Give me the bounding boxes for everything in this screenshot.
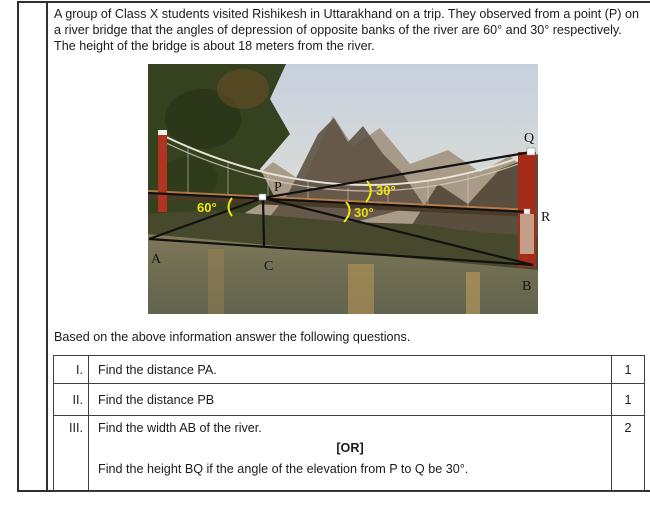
label-a: A [151,252,162,267]
table-row [54,384,644,416]
question-marks: 1 [624,362,632,377]
line-p-c [263,198,264,246]
left-tower [158,134,167,212]
question-text: Find the width AB of the river. [98,421,262,435]
question-number: I. [54,356,89,383]
question-alt-text: Find the height BQ if the angle of the elevation from P to Q be 30°. [98,462,469,476]
table-row [54,356,644,384]
label-q: Q [524,131,535,146]
point-r-marker [524,209,530,214]
questions-table [53,355,645,492]
table-row [54,416,644,491]
water-reflection-3 [208,249,224,314]
question-text: Find the distance PB [89,384,612,415]
question-text-group [89,416,612,491]
label-b: B [522,279,532,294]
left-tower-cap [158,130,167,135]
right-tower-base [520,214,534,254]
question-marks: 2 [624,421,632,435]
point-p-marker [259,194,266,200]
label-c: C [264,259,274,274]
angle-30-upper-label: 30° [376,183,396,198]
intro-paragraph: A group of Class X students visited Rishikesh in Uttarakhand on a trip. They observed from a point (P) on a river bridge that the angles of depression of opposite banks of the river are 60° and 30° respectively. The height of the bridge is about 18 meters from the river. [54,7,639,53]
angle-60-label: 60° [197,200,217,215]
question-number: II. [54,384,89,415]
label-p: P [274,180,282,195]
bridge-photo-figure [148,64,552,314]
based-on-text: Based on the above information answer the following questions. [54,330,411,344]
water-reflection-2 [466,272,480,314]
point-q-marker [527,148,535,155]
or-separator: [OR] [336,441,364,455]
question-marks: 1 [624,392,632,407]
autumn-patch [217,69,269,109]
question-text: Find the distance PA. [89,356,612,383]
question-number-column-divider [46,1,48,492]
bridge-photo-svg [148,64,552,314]
question-number: III. [54,416,89,491]
label-r: R [541,210,551,225]
water-reflection [348,264,374,314]
angle-30-lower-label: 30° [354,205,374,220]
